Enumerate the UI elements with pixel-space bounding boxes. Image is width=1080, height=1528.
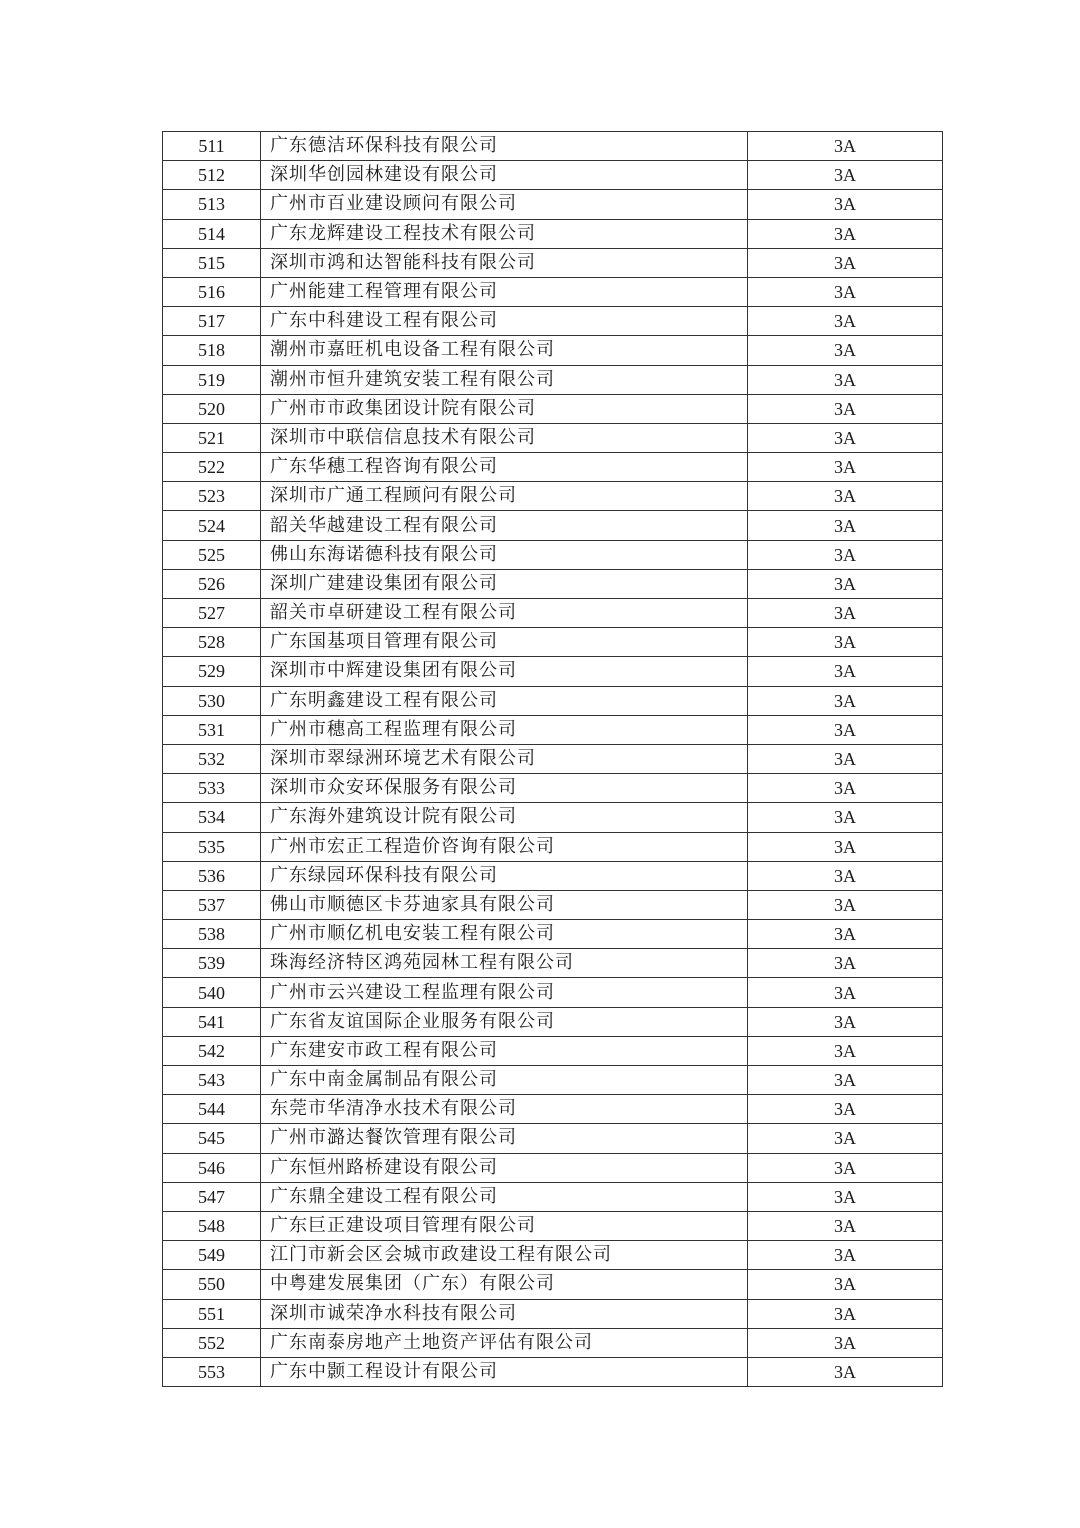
- company-name-cell: 广州市顺亿机电安装工程有限公司: [261, 920, 748, 949]
- company-name-cell: 广州市潞达餐饮管理有限公司: [261, 1124, 748, 1153]
- row-number-cell: 522: [163, 453, 261, 482]
- row-number-cell: 524: [163, 511, 261, 540]
- credit-grade-cell: 3A: [748, 1066, 943, 1095]
- table-row: [163, 628, 943, 657]
- company-name-cell: 珠海经济特区鸿苑园林工程有限公司: [261, 949, 748, 978]
- table-row: [163, 803, 943, 832]
- credit-grade-cell: 3A: [748, 569, 943, 598]
- credit-grade-cell: 3A: [748, 1357, 943, 1386]
- company-name-cell: 广东建安市政工程有限公司: [261, 1036, 748, 1065]
- company-name-cell: 深圳市诚荣净水科技有限公司: [261, 1299, 748, 1328]
- row-number-cell: 526: [163, 569, 261, 598]
- company-name-cell: 广州市宏正工程造价咨询有限公司: [261, 832, 748, 861]
- row-number-cell: 535: [163, 832, 261, 861]
- company-rating-table: [162, 131, 943, 1387]
- company-name-cell: 广州市百业建设顾问有限公司: [261, 190, 748, 219]
- company-name-cell: 潮州市嘉旺机电设备工程有限公司: [261, 336, 748, 365]
- credit-grade-cell: 3A: [748, 1182, 943, 1211]
- row-number-cell: 539: [163, 949, 261, 978]
- credit-grade-cell: 3A: [748, 190, 943, 219]
- credit-grade-cell: 3A: [748, 1211, 943, 1240]
- credit-grade-cell: 3A: [748, 1153, 943, 1182]
- row-number-cell: 519: [163, 365, 261, 394]
- table-row: [163, 190, 943, 219]
- credit-grade-cell: 3A: [748, 132, 943, 161]
- row-number-cell: 511: [163, 132, 261, 161]
- row-number-cell: 516: [163, 277, 261, 306]
- row-number-cell: 543: [163, 1066, 261, 1095]
- row-number-cell: 533: [163, 774, 261, 803]
- credit-grade-cell: 3A: [748, 949, 943, 978]
- credit-grade-cell: 3A: [748, 744, 943, 773]
- row-number-cell: 517: [163, 307, 261, 336]
- table-row: [163, 453, 943, 482]
- table-row: [163, 861, 943, 890]
- table-row: [163, 715, 943, 744]
- credit-grade-cell: 3A: [748, 686, 943, 715]
- credit-grade-cell: 3A: [748, 978, 943, 1007]
- credit-grade-cell: 3A: [748, 861, 943, 890]
- row-number-cell: 536: [163, 861, 261, 890]
- credit-grade-cell: 3A: [748, 1270, 943, 1299]
- credit-grade-cell: 3A: [748, 890, 943, 919]
- table-row: [163, 744, 943, 773]
- row-number-cell: 546: [163, 1153, 261, 1182]
- company-name-cell: 深圳华创园林建设有限公司: [261, 161, 748, 190]
- credit-grade-cell: 3A: [748, 219, 943, 248]
- credit-grade-cell: 3A: [748, 832, 943, 861]
- row-number-cell: 525: [163, 540, 261, 569]
- company-name-cell: 广东明鑫建设工程有限公司: [261, 686, 748, 715]
- row-number-cell: 514: [163, 219, 261, 248]
- table-row: [163, 394, 943, 423]
- table-row: [163, 248, 943, 277]
- row-number-cell: 545: [163, 1124, 261, 1153]
- credit-grade-cell: 3A: [748, 540, 943, 569]
- company-name-cell: 韶关市卓研建设工程有限公司: [261, 599, 748, 628]
- credit-grade-cell: 3A: [748, 1007, 943, 1036]
- table-row: [163, 890, 943, 919]
- credit-grade-cell: 3A: [748, 1124, 943, 1153]
- table-row: [163, 482, 943, 511]
- company-name-cell: 广东中颢工程设计有限公司: [261, 1357, 748, 1386]
- credit-grade-cell: 3A: [748, 482, 943, 511]
- company-name-cell: 深圳市广通工程顾问有限公司: [261, 482, 748, 511]
- company-name-cell: 东莞市华清净水技术有限公司: [261, 1095, 748, 1124]
- table-row: [163, 423, 943, 452]
- company-name-cell: 韶关华越建设工程有限公司: [261, 511, 748, 540]
- table-row: [163, 336, 943, 365]
- credit-grade-cell: 3A: [748, 394, 943, 423]
- table-row: [163, 569, 943, 598]
- company-name-cell: 广州市市政集团设计院有限公司: [261, 394, 748, 423]
- row-number-cell: 547: [163, 1182, 261, 1211]
- row-number-cell: 534: [163, 803, 261, 832]
- company-name-cell: 深圳市翠绿洲环境艺术有限公司: [261, 744, 748, 773]
- table-row: [163, 657, 943, 686]
- table-row: [163, 1153, 943, 1182]
- row-number-cell: 542: [163, 1036, 261, 1065]
- company-name-cell: 广东中科建设工程有限公司: [261, 307, 748, 336]
- row-number-cell: 528: [163, 628, 261, 657]
- credit-grade-cell: 3A: [748, 774, 943, 803]
- table-row: [163, 1124, 943, 1153]
- row-number-cell: 532: [163, 744, 261, 773]
- credit-grade-cell: 3A: [748, 657, 943, 686]
- row-number-cell: 548: [163, 1211, 261, 1240]
- company-name-cell: 广东恒州路桥建设有限公司: [261, 1153, 748, 1182]
- table-row: [163, 161, 943, 190]
- table-row: [163, 1357, 943, 1386]
- company-name-cell: 广东巨正建设项目管理有限公司: [261, 1211, 748, 1240]
- credit-grade-cell: 3A: [748, 1328, 943, 1357]
- row-number-cell: 523: [163, 482, 261, 511]
- credit-grade-cell: 3A: [748, 277, 943, 306]
- credit-grade-cell: 3A: [748, 803, 943, 832]
- row-number-cell: 541: [163, 1007, 261, 1036]
- table-row: [163, 1241, 943, 1270]
- table-row: [163, 1328, 943, 1357]
- table-row: [163, 1211, 943, 1240]
- row-number-cell: 544: [163, 1095, 261, 1124]
- company-name-cell: 广东龙辉建设工程技术有限公司: [261, 219, 748, 248]
- table-row: [163, 920, 943, 949]
- credit-grade-cell: 3A: [748, 715, 943, 744]
- table-row: [163, 540, 943, 569]
- company-name-cell: 广东中南金属制品有限公司: [261, 1066, 748, 1095]
- company-name-cell: 深圳广建建设集团有限公司: [261, 569, 748, 598]
- row-number-cell: 512: [163, 161, 261, 190]
- row-number-cell: 521: [163, 423, 261, 452]
- credit-grade-cell: 3A: [748, 453, 943, 482]
- company-name-cell: 广州市云兴建设工程监理有限公司: [261, 978, 748, 1007]
- table-row: [163, 1095, 943, 1124]
- credit-grade-cell: 3A: [748, 920, 943, 949]
- credit-grade-cell: 3A: [748, 511, 943, 540]
- row-number-cell: 551: [163, 1299, 261, 1328]
- table-row: [163, 1270, 943, 1299]
- table-body: [163, 132, 943, 1387]
- company-name-cell: 佛山东海诺德科技有限公司: [261, 540, 748, 569]
- credit-grade-cell: 3A: [748, 628, 943, 657]
- company-name-cell: 广东绿园环保科技有限公司: [261, 861, 748, 890]
- table-row: [163, 219, 943, 248]
- row-number-cell: 553: [163, 1357, 261, 1386]
- table-row: [163, 277, 943, 306]
- credit-grade-cell: 3A: [748, 248, 943, 277]
- company-name-cell: 佛山市顺德区卡芬迪家具有限公司: [261, 890, 748, 919]
- table-row: [163, 599, 943, 628]
- credit-grade-cell: 3A: [748, 1095, 943, 1124]
- table-row: [163, 365, 943, 394]
- row-number-cell: 513: [163, 190, 261, 219]
- company-name-cell: 广东南泰房地产土地资产评估有限公司: [261, 1328, 748, 1357]
- company-name-cell: 广东华穗工程咨询有限公司: [261, 453, 748, 482]
- table-row: [163, 774, 943, 803]
- company-name-cell: 深圳市中联信信息技术有限公司: [261, 423, 748, 452]
- credit-grade-cell: 3A: [748, 1299, 943, 1328]
- company-name-cell: 深圳市中辉建设集团有限公司: [261, 657, 748, 686]
- company-name-cell: 深圳市众安环保服务有限公司: [261, 774, 748, 803]
- company-name-cell: 中粤建发展集团（广东）有限公司: [261, 1270, 748, 1299]
- table-row: [163, 307, 943, 336]
- table-row: [163, 1182, 943, 1211]
- company-name-cell: 广东省友谊国际企业服务有限公司: [261, 1007, 748, 1036]
- credit-grade-cell: 3A: [748, 336, 943, 365]
- company-name-cell: 深圳市鸿和达智能科技有限公司: [261, 248, 748, 277]
- table-row: [163, 978, 943, 1007]
- row-number-cell: 552: [163, 1328, 261, 1357]
- company-name-cell: 广东国基项目管理有限公司: [261, 628, 748, 657]
- company-name-cell: 广州市穗高工程监理有限公司: [261, 715, 748, 744]
- company-name-cell: 广东海外建筑设计院有限公司: [261, 803, 748, 832]
- company-name-cell: 广州能建工程管理有限公司: [261, 277, 748, 306]
- row-number-cell: 549: [163, 1241, 261, 1270]
- table-row: [163, 1007, 943, 1036]
- row-number-cell: 531: [163, 715, 261, 744]
- row-number-cell: 538: [163, 920, 261, 949]
- table-row: [163, 1036, 943, 1065]
- row-number-cell: 515: [163, 248, 261, 277]
- table-row: [163, 1066, 943, 1095]
- credit-grade-cell: 3A: [748, 1036, 943, 1065]
- company-name-cell: 广东鼎全建设工程有限公司: [261, 1182, 748, 1211]
- row-number-cell: 530: [163, 686, 261, 715]
- company-name-cell: 潮州市恒升建筑安装工程有限公司: [261, 365, 748, 394]
- table-row: [163, 1299, 943, 1328]
- company-name-cell: 江门市新会区会城市政建设工程有限公司: [261, 1241, 748, 1270]
- table-row: [163, 132, 943, 161]
- row-number-cell: 540: [163, 978, 261, 1007]
- table-row: [163, 832, 943, 861]
- credit-grade-cell: 3A: [748, 365, 943, 394]
- credit-grade-cell: 3A: [748, 423, 943, 452]
- row-number-cell: 537: [163, 890, 261, 919]
- credit-grade-cell: 3A: [748, 161, 943, 190]
- row-number-cell: 520: [163, 394, 261, 423]
- credit-grade-cell: 3A: [748, 599, 943, 628]
- company-name-cell: 广东德洁环保科技有限公司: [261, 132, 748, 161]
- table-row: [163, 511, 943, 540]
- credit-grade-cell: 3A: [748, 307, 943, 336]
- table-row: [163, 949, 943, 978]
- row-number-cell: 550: [163, 1270, 261, 1299]
- row-number-cell: 518: [163, 336, 261, 365]
- row-number-cell: 529: [163, 657, 261, 686]
- table-row: [163, 686, 943, 715]
- row-number-cell: 527: [163, 599, 261, 628]
- credit-grade-cell: 3A: [748, 1241, 943, 1270]
